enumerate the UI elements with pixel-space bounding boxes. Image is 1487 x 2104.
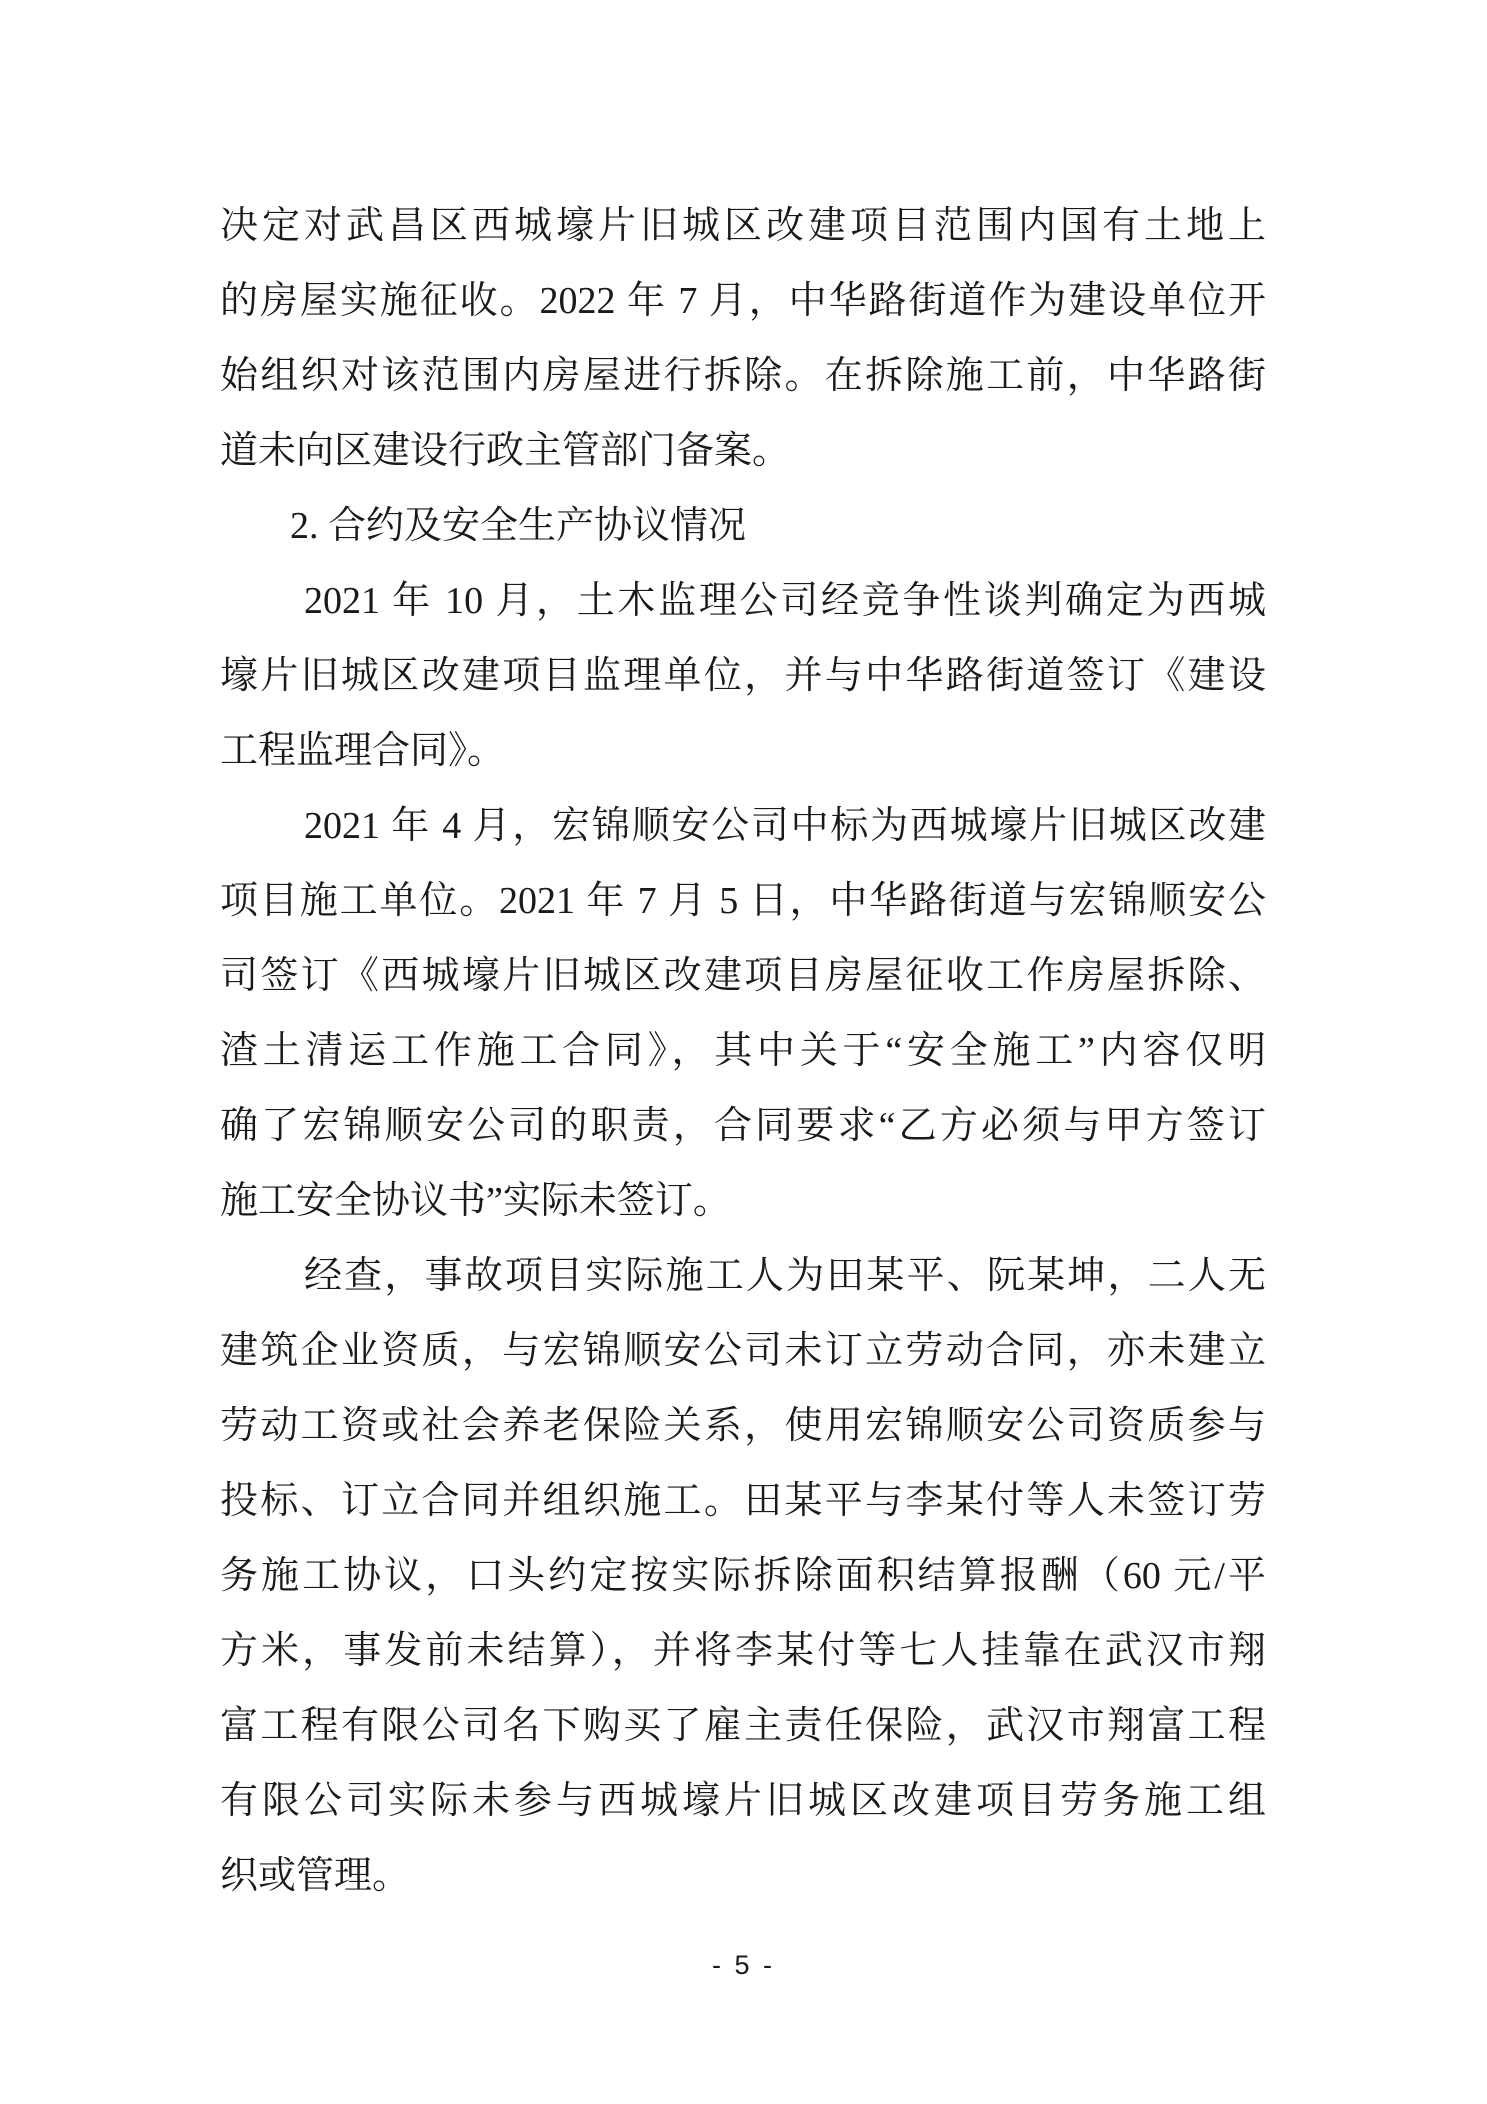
text-line: 确了宏锦顺安公司的职责，合同要求“乙方必须与甲方签订 [220, 1105, 1266, 1147]
text-line: 务施工协议，口头约定按实际拆除面积结算报酬（60 元/平 [220, 1555, 1266, 1597]
text-line: 项目施工单位。2021 年 7 月 5 日，中华路街道与宏锦顺安公 [220, 880, 1266, 922]
text-line: 劳动工资或社会养老保险关系，使用宏锦顺安公司资质参与 [220, 1405, 1266, 1447]
text-line: 决定对武昌区西城壕片旧城区改建项目范围内国有土地上 [220, 205, 1266, 247]
text-line: 2021 年 10 月，土木监理公司经竞争性谈判确定为西城 [304, 580, 1266, 622]
text-line: 始组织对该范围内房屋进行拆除。在拆除施工前，中华路街 [220, 355, 1266, 397]
text-line: 的房屋实施征收。2022 年 7 月，中华路街道作为建设单位开 [220, 280, 1266, 322]
page-number: - 5 - [711, 1950, 775, 1980]
text-line: 织或管理。 [220, 1855, 411, 1897]
text-line: 渣土清运工作施工合同》，其中关于“安全施工”内容仅明 [220, 1030, 1266, 1072]
text-line: 司签订《西城壕片旧城区改建项目房屋征收工作房屋拆除、 [220, 955, 1266, 997]
text-line: 壕片旧城区改建项目监理单位，并与中华路街道签订《建设 [220, 655, 1266, 697]
text-line: 施工安全协议书”实际未签订。 [220, 1180, 731, 1222]
text-line: 道未向区建设行政主管部门备案。 [220, 430, 791, 472]
text-line: 2021 年 4 月，宏锦顺安公司中标为西城壕片旧城区改建 [304, 805, 1266, 847]
text-line: 富工程有限公司名下购买了雇主责任保险，武汉市翔富工程 [220, 1705, 1266, 1747]
section-heading: 2. 合约及安全生产协议情况 [290, 505, 747, 547]
text-line: 经查，事故项目实际施工人为田某平、阮某坤，二人无 [304, 1255, 1266, 1297]
text-line: 方米，事发前未结算），并将李某付等七人挂靠在武汉市翔 [220, 1630, 1266, 1672]
text-line: 投标、订立合同并组织施工。田某平与李某付等人未签订劳 [220, 1480, 1266, 1522]
text-block [220, 189, 1266, 1914]
text-line: 有限公司实际未参与西城壕片旧城区改建项目劳务施工组 [220, 1780, 1266, 1822]
text-line: 工程监理合同》。 [220, 730, 506, 772]
text-line: 建筑企业资质，与宏锦顺安公司未订立劳动合同，亦未建立 [220, 1330, 1266, 1372]
